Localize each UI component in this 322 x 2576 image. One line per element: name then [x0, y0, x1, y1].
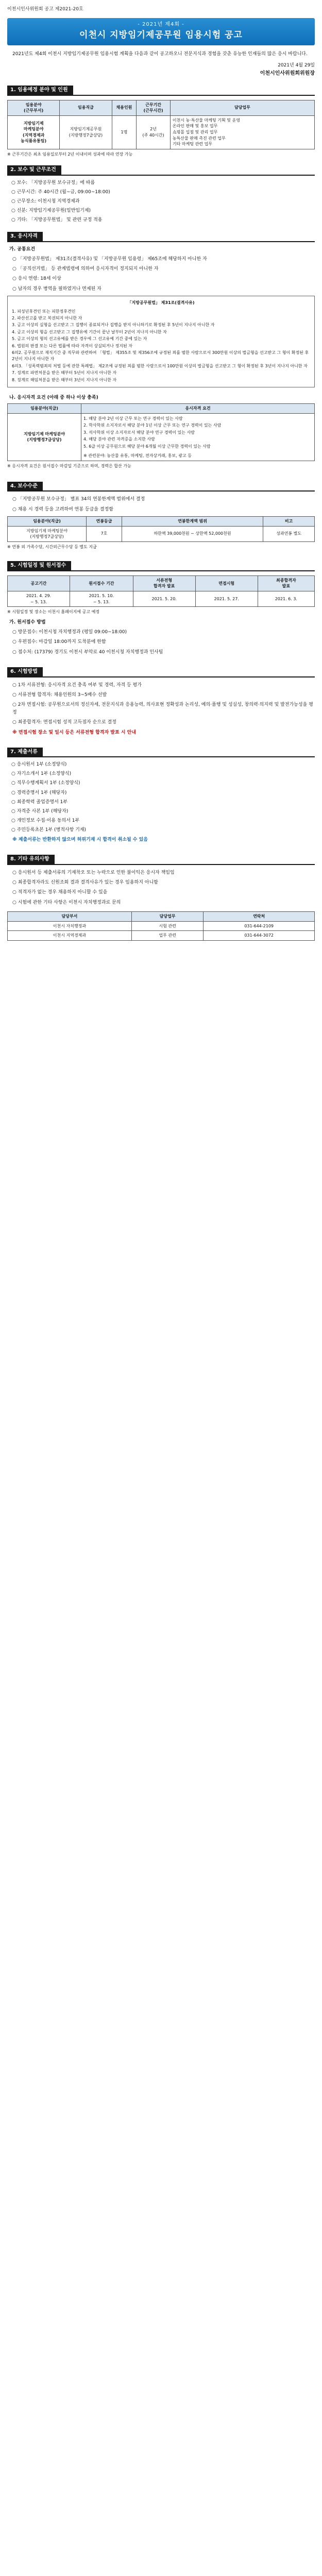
box-line: 6. 법원의 판결 또는 다른 법률에 따라 자격이 상실되거나 정지된 자 [12, 343, 132, 348]
table-header: 임용분야 (근무부서) [8, 100, 60, 115]
section-documents [7, 748, 315, 758]
section-schedule [7, 561, 315, 571]
list-item: ○ 근무장소: 이천시청 지역경제과 [11, 198, 80, 204]
section-salary [7, 482, 315, 492]
document-number: 이천시인사위원회 공고 제2021-20호 [7, 7, 83, 12]
list-item: ○ 최종학력 졸업증명서 1부 [11, 799, 68, 805]
phone-number: 031-644-2109 [204, 921, 315, 931]
duty-item: 농특산물 판매 촉진 관련 업무 [172, 135, 226, 141]
table-header: 면접시험 [195, 575, 258, 591]
requirement-list [81, 413, 315, 461]
table-cell: 이천시 자치행정과 [8, 921, 132, 931]
position-count: 1명 [112, 115, 137, 149]
list-item: ○ 최종합격자: 면접시험 성적 고득점자 순으로 결정 [12, 720, 116, 725]
eligibility-footnote: ※ 응시자격 요건은 원서접수 마감일 기준으로 하며, 경력은 합산 가능 [7, 464, 131, 469]
table-header: 근무기간 (근무시간) [137, 100, 171, 115]
salary-table [7, 516, 315, 542]
list-item: ○ 시험에 관한 기타 사항은 이천시 자치행정과로 문의 [12, 900, 121, 905]
section-title: 4. 보수수준 [7, 482, 43, 492]
table-cell: 하한액 39,000천원 ~ 상한액 52,000천원 [122, 526, 263, 541]
table-cell: 7호 [87, 526, 122, 541]
requirement-item: 4. 해당 분야 관련 자격증을 소지한 사람 [83, 437, 155, 442]
table-row [8, 921, 315, 931]
list-item: ○ 「지방공무원법」 제31조(결격사유) 및 「지방공무원 임용령」 제65조에 해당하지 아니한 자 [12, 256, 207, 262]
issuing-organization: 이천시인사위원회위원장 [260, 70, 315, 76]
list-item: ○ 서류전형 합격자: 채용인원의 3~5배수 선발 [12, 692, 107, 698]
documents-note: ※ 제출서류는 반환하지 않으며 허위기재 시 합격이 취소될 수 있음 [12, 837, 148, 842]
box-line: 6의2. 공무원으로 재직기간 중 직무와 관련하여 「형법」 제355조 및 제356조에 규정된 죄를 범한 사람으로서 300만원 이상의 벌금형을 선고받고 그 형이 확정된 후 2년이 지나지 아니한 자 [12, 350, 309, 362]
table-header: 채용인원 [112, 100, 137, 115]
position-period: 2년 (주 40시간) [137, 115, 171, 149]
list-item: ○ 경력증명서 1부 (해당자) [11, 790, 67, 795]
requirement-item: 3. 석사학위 이상 소지자로서 해당 분야 연구 경력이 있는 사람 [83, 430, 195, 435]
position-field: 지방임기제 마케팅분야 (지역경제과 농식품유통팀) [8, 115, 60, 149]
box-line: 6의3. 「성폭력범죄의 처벌 등에 관한 특례법」 제2조에 규정된 죄를 범한 사람으로서 100만원 이상의 벌금형을 선고받고 그 형이 확정된 후 3년이 지나지 아니한 자 [12, 363, 308, 368]
banner-subtitle: - 2021년 제4회 - [138, 22, 184, 28]
banner-title: 이천시 지방임기제공무원 임용시험 공고 [79, 29, 243, 40]
announcement-date: 2021년 4월 29일 [278, 62, 315, 68]
salary-note: ※ 연봉 외 가족수당, 시간외근무수당 등 별도 지급 [7, 544, 97, 549]
table-cell: 성과연봉 별도 [263, 526, 315, 541]
table-cell: 지방임기제 마케팅분야 (지방행정7급상당) [8, 526, 87, 541]
box-line: 3. 금고 이상의 실형을 선고받고 그 집행이 종료되거나 집행을 받지 아니하기로 확정된 후 5년이 지나지 아니한 자 [12, 323, 215, 328]
position-duties [170, 115, 314, 149]
requirement-item: 5. 6급 이상 공무원으로 해당 분야 6개월 이상 근무한 경력이 있는 사람 [83, 444, 211, 449]
positions-table [7, 100, 315, 149]
box-line: 7. 징계로 파면처분을 받은 때부터 5년이 지나지 아니한 자 [12, 370, 117, 376]
section-title: 2. 보수 및 근무조건 [7, 165, 61, 175]
salary-line: ○ 채용 시 경력 등을 고려하여 연봉 등급을 결정함 [12, 506, 113, 512]
list-item: ○ 직무수행계획서 1부 (소정양식) [11, 781, 80, 786]
duty-item: 온라인 판매 및 홍보 업무 [172, 124, 218, 129]
table-header: 임용분야(직급) [8, 403, 81, 413]
list-item: ○ 「공직선거법」 등 관계법령에 의하여 응시자격이 정지되지 아니한 자 [12, 266, 159, 272]
box-line: 5. 금고 이상의 형의 선고유예를 받은 경우에 그 선고유예 기간 중에 있는 자 [12, 336, 147, 342]
table-header: 최종합격자 발표 [258, 575, 314, 591]
table-header: 응시자격 요건 [81, 403, 315, 413]
list-item: ○ 자기소개서 1부 (소정양식) [11, 771, 72, 777]
list-item: ○ 적격자가 없는 경우 채용하지 아니할 수 있음 [12, 890, 108, 895]
list-item: ○ 응시 연령: 18세 이상 [12, 276, 61, 282]
table-cell: 시험 관련 [131, 921, 203, 931]
section-title: 7. 제출서류 [7, 748, 43, 757]
box-line: 2. 파산선고를 받고 복권되지 아니한 자 [12, 316, 82, 320]
salary-line: ○ 「지방공무원 보수규정」 별표 34의 연봉한계액 범위에서 결정 [12, 497, 145, 502]
divider [7, 490, 315, 492]
duty-item: 쇼핑몰 입점 및 관리 업무 [172, 130, 218, 134]
exam-warning: ※ 면접시험 장소 및 일시 등은 서류전형 합격자 발표 시 안내 [12, 730, 137, 735]
title-banner [7, 18, 315, 45]
table-header: 담당부서 [8, 912, 132, 922]
table-row [8, 931, 315, 941]
box-title: 「지방공무원법」 제31조(결격사유) [127, 300, 195, 306]
section-title: 8. 기타 유의사항 [7, 855, 55, 865]
section-title: 6. 시험방법 [7, 667, 43, 677]
divider [7, 241, 315, 242]
table-header: 비고 [263, 516, 315, 526]
duty-item: 기타 마케팅 관련 업무 [172, 142, 213, 147]
table-cell: 2021. 5. 20. [133, 591, 195, 607]
section-conditions [7, 165, 315, 176]
list-item: ○ 주민등록초본 1부 (병적사항 기재) [11, 827, 87, 833]
list-item: ○ 기타: 「지방공무원법」 및 관련 규정 적용 [11, 217, 103, 223]
schedule-table [7, 575, 315, 607]
section-notes [7, 855, 315, 865]
subheading: 가. 공통요건 [9, 246, 36, 252]
divider [7, 676, 315, 677]
table-header: 임용분야(직급) [8, 516, 87, 526]
table-header: 연봉한계액 범위 [122, 516, 263, 526]
list-item: ○ 2차 면접시험: 공무원으로서의 정신자세, 전문지식과 응용능력, 의사표현 정확성과 논리성, 예의·품행 및 성실성, 창의력·의지력 및 발전가능성을 평정 [12, 702, 313, 715]
duty-item: 이천시 농·특산물 마케팅 기획 및 운영 [172, 117, 241, 123]
disqualification-box [7, 296, 315, 387]
box-line: 8. 징계로 해임처분을 받은 때부터 3년이 지나지 아니한 자 [12, 377, 117, 382]
section-title: 5. 시험일정 및 원서접수 [7, 561, 71, 571]
table-header: 공고기간 [8, 575, 70, 591]
table-header: 담당업무 [131, 912, 203, 922]
list-item: ○ 개인정보 수집·이용 동의서 1부 [11, 818, 80, 823]
table-header: 담당업무 [170, 100, 314, 115]
common-requirements [7, 256, 315, 293]
list-item: ○ 신분: 지방임기제공무원(일반임기제) [11, 208, 91, 214]
position-rank: 지방임기제공무원 (지방행정7급상당) [60, 115, 112, 149]
requirement-field: 지방임기제 마케팅분야 (지방행정7급상당) [8, 413, 81, 461]
table-cell: 이천시 지역경제과 [8, 931, 132, 941]
box-line: 1. 피성년후견인 또는 피한정후견인 [12, 309, 76, 314]
subheading: 나. 응시자격 요건 (아래 중 하나 이상 충족) [9, 395, 98, 400]
table-header: 서류전형 합격자 발표 [133, 575, 195, 591]
requirements-table [7, 403, 315, 461]
list-item: ○ 최종합격자라도 신원조회 결과 결격사유가 있는 경우 임용하지 아니함 [12, 880, 158, 886]
list-item: ○ 방문접수: 이천시청 자치행정과 (평일 09:00~18:00) [12, 629, 127, 635]
positions-note: ※ 근무기간은 최초 임용일로부터 2년 이내이며 성과에 따라 연장 가능 [7, 151, 133, 157]
box-line: 4. 금고 이상의 형을 선고받고 그 집행유예 기간이 끝난 날부터 2년이 지나지 아니한 자 [12, 329, 167, 334]
list-item: ○ 자격증 사본 1부 (해당자) [11, 808, 69, 814]
list-item: ○ 응시원서 등 제출서류의 기재착오 또는 누락으로 인한 불이익은 응시자 책임임 [12, 870, 175, 875]
requirement-item: 2. 학사학위 소지자로서 해당 분야 1년 이상 근무 또는 연구 경력이 있는 사람 [83, 423, 222, 428]
contact-table [7, 911, 315, 941]
section-eligibility [7, 232, 315, 242]
intro-paragraph: 2021년도 제4회 이천시 지방임기제공무원 임용시험 계획을 다음과 같이 공고하오니 전문지식과 경험을 갖춘 유능한 인재들의 많은 응시 바랍니다. [12, 52, 308, 57]
table-cell: 2021. 4. 29. ~ 5. 13. [8, 591, 70, 607]
table-header: 연락처 [204, 912, 315, 922]
requirement-note: ※ 관련분야: 농산물 유통, 마케팅, 전자상거래, 홍보, 광고 등 [83, 453, 192, 458]
table-cell: 2021. 5. 10. ~ 5. 13. [70, 591, 133, 607]
list-item: ○ 접수처: (17379) 경기도 이천시 부악로 40 이천시청 자치행정과 인사팀 [12, 649, 163, 655]
section-exam-method [7, 667, 315, 677]
table-cell: 2021. 5. 27. [195, 591, 258, 607]
section-positions [7, 86, 315, 96]
conditions-list [7, 180, 315, 224]
schedule-note: ※ 시험일정 및 장소는 이천시 홈페이지에 공고 예정 [7, 609, 100, 615]
list-item: ○ 응시원서 1부 (소정양식) [11, 762, 67, 768]
phone-number: 031-644-3072 [204, 931, 315, 941]
divider [7, 756, 315, 757]
table-header: 원서접수 기간 [70, 575, 133, 591]
list-item: ○ 보수: 「지방공무원 보수규정」에 따름 [11, 180, 95, 185]
table-header: 연봉등급 [87, 516, 122, 526]
subheading: 가. 원서접수 방법 [9, 619, 46, 625]
list-item: ○ 우편접수: 마감일 18:00까지 도착분에 한함 [12, 639, 106, 645]
table-cell: 2021. 6. 3. [258, 591, 314, 607]
documents-list [7, 761, 315, 833]
section-title: 1. 임용예정 분야 및 인원 [7, 86, 73, 95]
table-header: 임용직급 [60, 100, 112, 115]
list-item: ○ 남자의 경우 병역을 필하였거나 면제된 자 [12, 286, 101, 292]
requirement-item: 1. 해당 분야 2년 이상 근무 또는 연구 경력이 있는 사람 [83, 416, 183, 421]
table-cell: 업무 관련 [131, 931, 203, 941]
section-title: 3. 응시자격 [7, 232, 43, 242]
list-item: ○ 1차 서류전형: 응시자격 요건 충족 여부 및 경력, 자격 등 평가 [12, 682, 142, 688]
list-item: ○ 근무시간: 주 40시간 (월~금, 09:00~18:00) [11, 189, 110, 195]
